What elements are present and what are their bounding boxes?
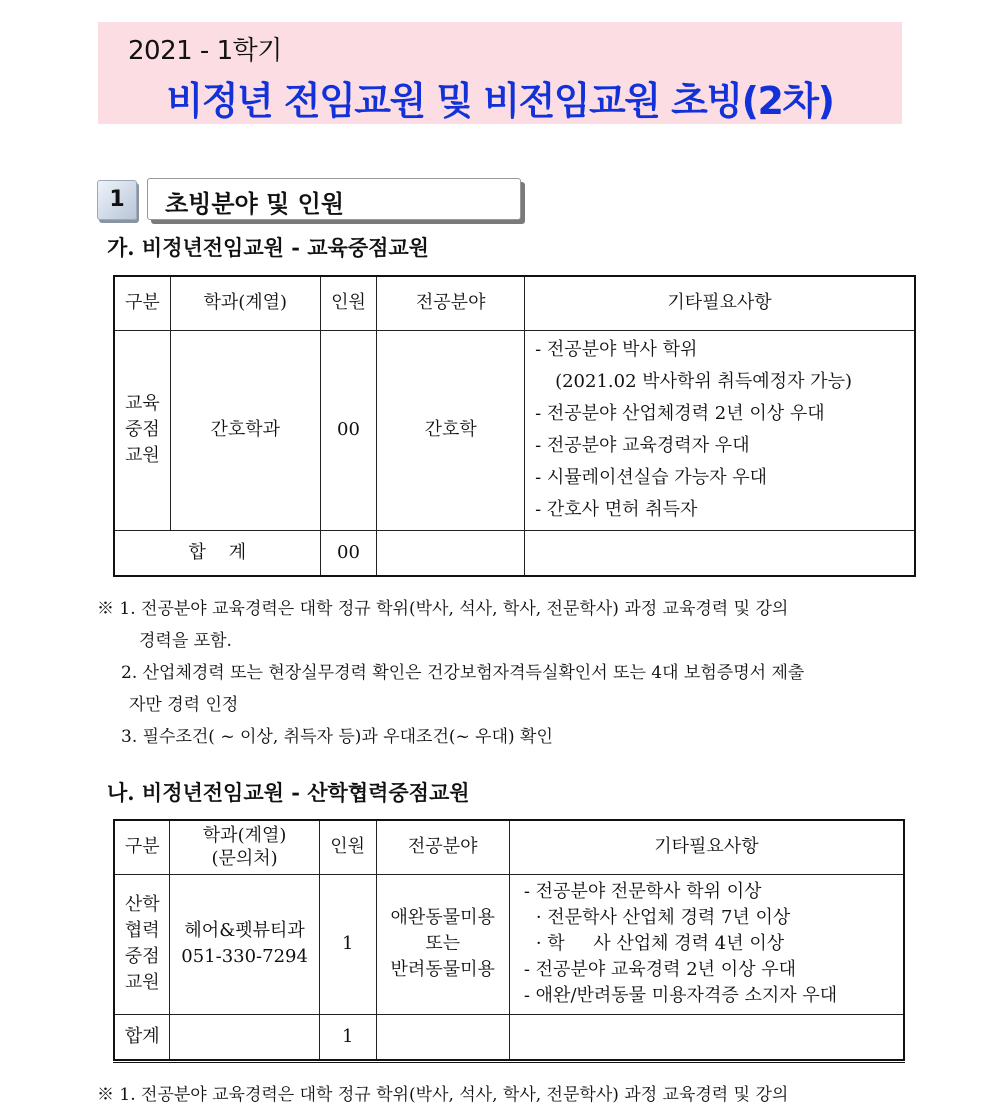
header-cell: 인원 [319, 820, 376, 874]
details-cell: - 전공분야 전문학사 학위 이상 · 전문학사 산업체 경력 7년 이상 · 학 사 산업체 경력 4년 이상 - 전공분야 교육경력 2년 이상 우대 - 애완/반려동물 미용자격증 소지자 우대 [509, 874, 904, 1014]
header-cell: 구분 [114, 820, 170, 874]
header-cell: 기타필요사항 [509, 820, 904, 874]
header-cell: 학과(계열) (문의처) [170, 820, 319, 874]
part-b-table [113, 819, 905, 1061]
section-number: 1 [97, 180, 137, 220]
page-title: 비정년 전임교원 및 비전임교원 초빙(2차) [166, 79, 834, 123]
total-row [114, 1014, 904, 1060]
table-row [114, 874, 904, 1014]
total-count: 00 [320, 530, 377, 576]
header-cell: 구분 [114, 276, 170, 330]
header-cell: 기타필요사항 [525, 276, 915, 330]
major-cell: 간호학 [377, 330, 525, 530]
table-row [114, 330, 915, 530]
details-cell: - 전공분야 박사 학위 (2021.02 박사학위 취득예정자 가능) - 전공분야 산업체경력 2년 이상 우대 - 전공분야 교육경력자 우대 - 시뮬레이션실습 가능자 우대 - 간호사 면허 취득자 [525, 330, 915, 530]
dept-cell: 간호학과 [170, 330, 320, 530]
total-label: 합 계 [114, 530, 320, 576]
major-cell: 애완동물미용 또는 반려동물미용 [376, 874, 509, 1014]
table-header-row [114, 820, 904, 874]
table-header-row [114, 276, 915, 330]
total-count: 1 [319, 1014, 376, 1060]
empty-cell [377, 530, 525, 576]
part-b-heading: 나. 비정년전임교원 - 산학협력중점교원 [107, 780, 470, 805]
year-term: 2021 - 1학기 [128, 36, 282, 66]
part-a-heading: 가. 비정년전임교원 - 교육중점교원 [107, 235, 429, 260]
category-cell: 교육 중점 교원 [114, 330, 170, 530]
note-line: 경력을 포함. [139, 631, 232, 651]
empty-cell [509, 1014, 904, 1060]
header-cell: 전공분야 [376, 820, 509, 874]
total-row [114, 530, 915, 576]
total-label: 합계 [114, 1014, 170, 1060]
empty-cell [525, 530, 915, 576]
empty-cell [170, 1014, 319, 1060]
header-cell: 전공분야 [377, 276, 525, 330]
note-line: 자만 경력 인정 [129, 695, 239, 715]
category-cell: 산학 협력 중점 교원 [114, 874, 170, 1014]
note-line: 3. 필수조건( ~ 이상, 취득자 등)과 우대조건(~ 우대) 확인 [121, 727, 553, 747]
note-line: ※ 1. 전공분야 교육경력은 대학 정규 학위(박사, 석사, 학사, 전문학사) 과정 교육경력 및 강의 [97, 1085, 789, 1105]
empty-cell [376, 1014, 509, 1060]
count-cell: 1 [319, 874, 376, 1014]
section-title: 초빙분야 및 인원 [165, 190, 344, 218]
dept-cell: 헤어&펫뷰티과 051-330-7294 [170, 874, 319, 1014]
table-bottom-rule [113, 1062, 905, 1063]
part-a-table [113, 275, 916, 577]
header-cell: 인원 [320, 276, 377, 330]
note-line: ※ 1. 전공분야 교육경력은 대학 정규 학위(박사, 석사, 학사, 전문학사) 과정 교육경력 및 강의 [97, 599, 789, 619]
note-line: 2. 산업체경력 또는 현장실무경력 확인은 건강보험자격득실확인서 또는 4대 보험증명서 제출 [121, 663, 805, 683]
header-cell: 학과(계열) [170, 276, 320, 330]
count-cell: 00 [320, 330, 377, 530]
